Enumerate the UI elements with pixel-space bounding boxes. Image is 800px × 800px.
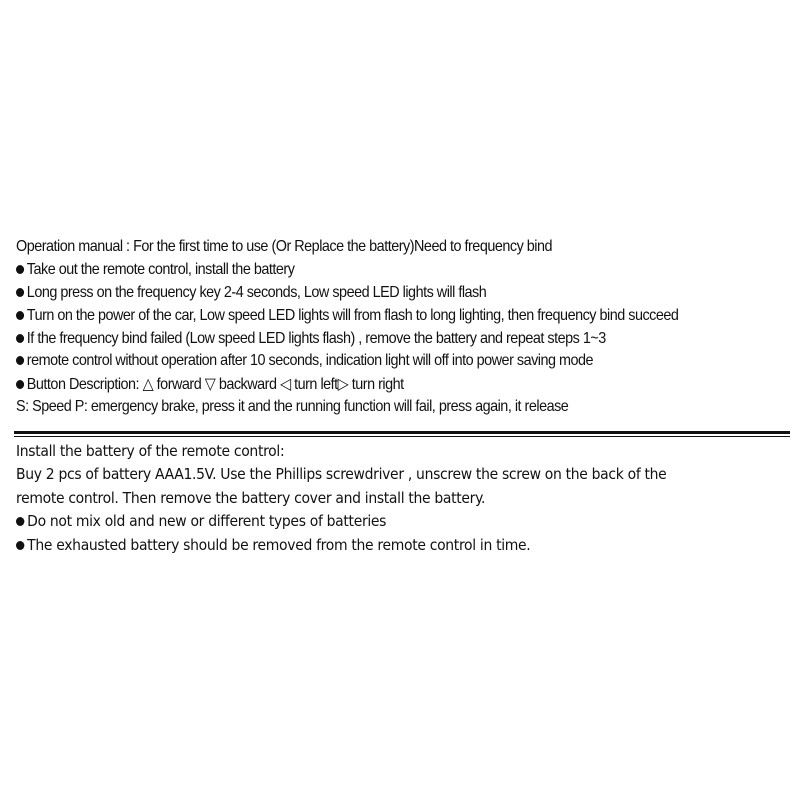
operation-bullet-4: If the frequency bind failed (Low speed LED lights flash) , remove the battery and repeat steps 1~3 [16,328,714,351]
bullet-icon [16,380,24,389]
section-divider-thin [14,436,790,437]
operation-bullet-1: Take out the remote control, install the battery [16,259,714,282]
battery-body-line-2: remote control. Then remove the battery cover and install the battery. [16,488,486,507]
bullet-icon [16,265,24,274]
battery-bullet-1: Do not mix old and new or different types of batteries [16,510,738,533]
operation-heading: Operation manual : For the first time to use (Or Replace the battery)Need to frequency bind [16,238,553,255]
backward-triangle-icon: ▽ [204,374,216,394]
bullet-icon [16,356,24,365]
bullet-icon [16,541,24,550]
battery-section [16,440,792,557]
bullet-icon [16,311,24,320]
battery-heading: Install the battery of the remote control: [16,442,285,460]
bullet-icon [16,288,24,297]
button-description: Button Description: △ forward ▽ backward ◁ turn left▷ turn right [16,373,714,396]
right-triangle-icon: ▷ [337,374,349,394]
section-divider-thick [14,431,790,434]
operation-bullet-5: remote control without operation after 10 seconds, indication light will off into power saving mode [16,350,714,373]
battery-bullet-2: The exhausted battery should be removed from the remote control in time. [16,534,738,557]
left-triangle-icon: ◁ [280,374,291,394]
bullet-icon [16,334,24,343]
battery-body-line-1: Buy 2 pcs of battery AAA1.5V. Use the Phillips screwdriver , unscrew the screw on the back of the [16,465,667,484]
operation-bullet-2: Long press on the frequency key 2-4 seconds, Low speed LED lights will flash [16,282,714,305]
bullet-icon [16,517,24,526]
operation-section [16,236,792,419]
operation-bullet-3: Turn on the power of the car, Low speed LED lights will from flash to long lighting, then frequency bind succeed [16,305,714,328]
forward-triangle-icon: △ [142,374,154,394]
speed-brake-line: S: Speed P: emergency brake, press it and the running function will fail, press again, it release [16,398,569,416]
